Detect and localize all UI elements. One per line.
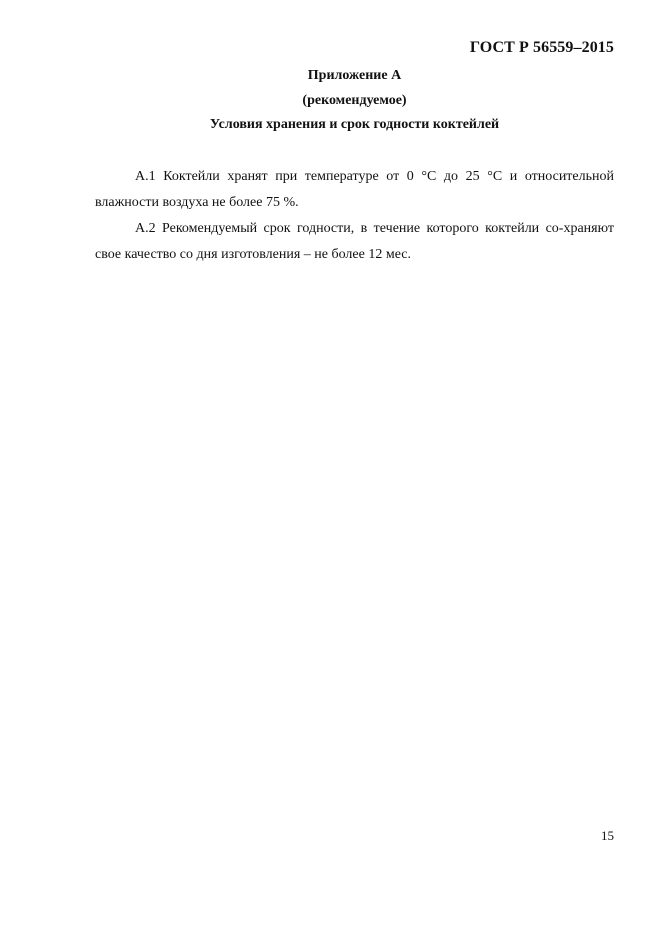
appendix-status: (рекомендуемое) [302, 93, 407, 108]
paragraph-a1: А.1 Коктейли хранят при температуре от 0 °С до 25 °С и относительной влажности воздуха не более 75 %. [95, 169, 614, 210]
page-number: 15 [601, 828, 614, 843]
paragraph-a2: А.2 Рекомендуемый срок годности, в течение которого коктейли со-храняют свое качество со дня изготовления – не более 12 мес. [95, 221, 614, 262]
appendix-title: Условия хранения и срок годности коктейлей [209, 117, 500, 132]
appendix-label: Приложение А [307, 68, 402, 83]
document-code: ГОСТ Р 56559–2015 [469, 39, 614, 56]
appendix-body [95, 164, 614, 268]
